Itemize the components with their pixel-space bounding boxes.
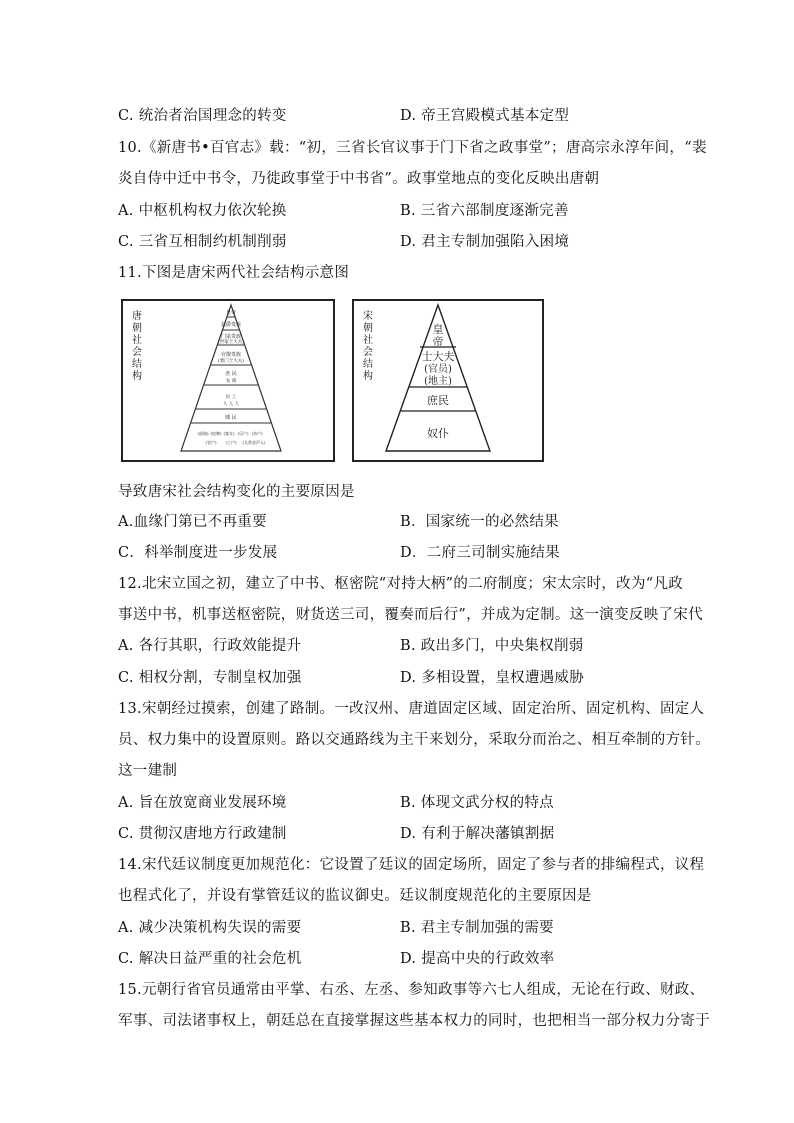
q14-option-a: A. 减少决策机构失误的需要	[118, 920, 302, 936]
q11-option-a: A.血缘门第已不再重要	[118, 514, 267, 530]
tang-tier-commoners: 庶 民	[225, 371, 237, 377]
q12-option-b: B. 政出多门，中央集权削弱	[400, 638, 584, 654]
q15-stem-line-1: 15.元朝行省官员通常由平掌、右丞、左丞、参知政事等六七人组成，无论在行政、财政、	[118, 982, 705, 998]
q13-option-d: D. 有利于解决藩镇割据	[400, 826, 555, 842]
q10-option-b: B. 三省六部制度逐渐完善	[400, 203, 569, 219]
q12-option-d: D. 多相设置，皇权遭遇威胁	[400, 670, 585, 686]
tang-tier-base: 贱 民	[225, 415, 237, 421]
song-tier-emperor-1: 皇	[432, 323, 444, 336]
q10-stem-line-2: 炎自侍中迁中书令，乃徙政事堂于中书省”。政事堂地点的变化反映出唐朝	[118, 171, 600, 187]
q10-option-c: C. 三省互相制约机制削弱	[118, 234, 287, 250]
tang-tier-emperor: 皇帝	[225, 310, 237, 316]
tang-pyramid	[123, 301, 333, 460]
q14-stem-line-2: 也程式化了，并设有掌管廷议的监议御史。廷议制度规范化的主要原因是	[118, 888, 592, 904]
song-tier-scholar-officials: 士大夫	[421, 350, 455, 363]
q11-option-d: D．二府三司制实施结果	[400, 545, 560, 561]
song-tier-officials-note: (官员)	[424, 364, 452, 375]
q13-option-c: C. 贯彻汉唐地方行政建制	[118, 826, 287, 842]
q9-option-c: C. 统治者治国理念的转变	[118, 108, 287, 124]
tang-tier-clan-note: (世家士大夫)	[217, 340, 245, 345]
tang-tier-commoners-sub1: 农 商	[225, 379, 237, 384]
q11-question: 导致唐宋社会结构变化的主要原因是	[118, 484, 355, 500]
tang-tier-commoners-sub2: 民 工	[225, 395, 237, 400]
song-social-structure-figure	[352, 299, 544, 462]
tang-tier-officials: 官僚贵族	[220, 352, 242, 358]
tang-base-group-4: (乐户)	[237, 431, 249, 436]
q13-stem-line-1: 13.宋朝经过摸索，创建了路制。一改汉州、唐道固定区域、固定治所、固定机构、固定人	[118, 701, 705, 717]
song-tier-emperor-2: 帝	[432, 335, 444, 348]
q12-stem-line-1: 12.北宋立国之初，建立了中书、枢密院“对持大柄”的二府制度；宋太宗时，改为“凡政	[118, 576, 684, 592]
song-tier-commoners: 庶民	[427, 394, 449, 407]
q10-option-d: D. 君主专制加强陷入困境	[400, 234, 570, 250]
tang-tier-clan-aristocrats: 门第贵族	[220, 334, 242, 340]
tang-base-group-7: (工户)	[225, 440, 237, 445]
song-figure-label: 宋朝社会结构	[363, 311, 373, 382]
q14-option-b: B. 君主专制加强的需要	[400, 920, 554, 936]
q11-stem-line-1: 11.下图是唐宋两代社会结构示意图	[118, 265, 350, 281]
q12-option-a: A. 各行其职，行政效能提升	[118, 638, 302, 654]
song-tier-landlords-note: (地主)	[424, 376, 452, 387]
tang-base-group-6: (官户)	[205, 440, 217, 445]
q13-option-a: A. 旨在放宽商业发展环境	[118, 795, 287, 811]
q13-option-b: B. 体现文武分权的特点	[400, 795, 554, 811]
tang-base-group-8: (太常音声人)	[242, 440, 266, 445]
tang-base-group-1: (部曲)	[197, 431, 209, 436]
tang-tier-nobility: 封爵贵族	[220, 322, 242, 328]
q10-stem-line-1: 10.《新唐书•百官志》载：“初，三省长官议事于门下省之政事堂”；唐高宗永淳年间，“裴	[118, 140, 707, 156]
song-tier-servants: 奴仆	[427, 427, 449, 440]
q12-option-c: C. 相权分割，专制皇权加强	[118, 670, 302, 686]
q13-stem-line-3: 这一建制	[118, 763, 178, 779]
song-pyramid	[354, 301, 542, 460]
q12-stem-line-2: 事送中书，机事送枢密院，财货送三司，覆奏而后行”，并成为定制。这一演变反映了宋代	[118, 607, 703, 623]
q11-option-c: C．科举制度进一步发展	[118, 545, 278, 561]
q13-stem-line-2: 员、权力集中的设置原则。路以交通路线为主干来划分，采取分而治之、相互牵制的方针。	[118, 732, 710, 748]
tang-social-structure-figure	[121, 299, 335, 462]
tang-base-group-2: (奴婢)	[210, 431, 222, 436]
tang-base-group-5: (杂户)	[251, 431, 263, 436]
q14-option-c: C. 解决日益严重的社会危机	[118, 951, 302, 967]
q14-option-d: D. 提高中央的行政效率	[400, 951, 555, 967]
tang-tier-officials-note: (寒门士大夫)	[217, 359, 245, 364]
q15-stem-line-2: 军事、司法诸事权上，朝廷总在直接掌握这些基本权力的同时，也把相当一部分权力分寄于	[118, 1013, 710, 1029]
q9-option-d: D. 帝王宫殿模式基本定型	[400, 108, 570, 124]
tang-figure-label: 唐朝社会结构	[132, 311, 142, 382]
tang-base-group-3: (客女)	[223, 431, 235, 436]
q14-stem-line-1: 14.宋代廷议制度更加规范化：它设置了廷议的固定场所，固定了参与者的排编程式，议程	[118, 857, 705, 873]
tang-tier-commoners-sub3: 人 人 人	[222, 402, 240, 407]
q11-option-b: B．国家统一的必然结果	[400, 514, 559, 530]
q10-option-a: A. 中枢机构权力依次轮换	[118, 203, 287, 219]
